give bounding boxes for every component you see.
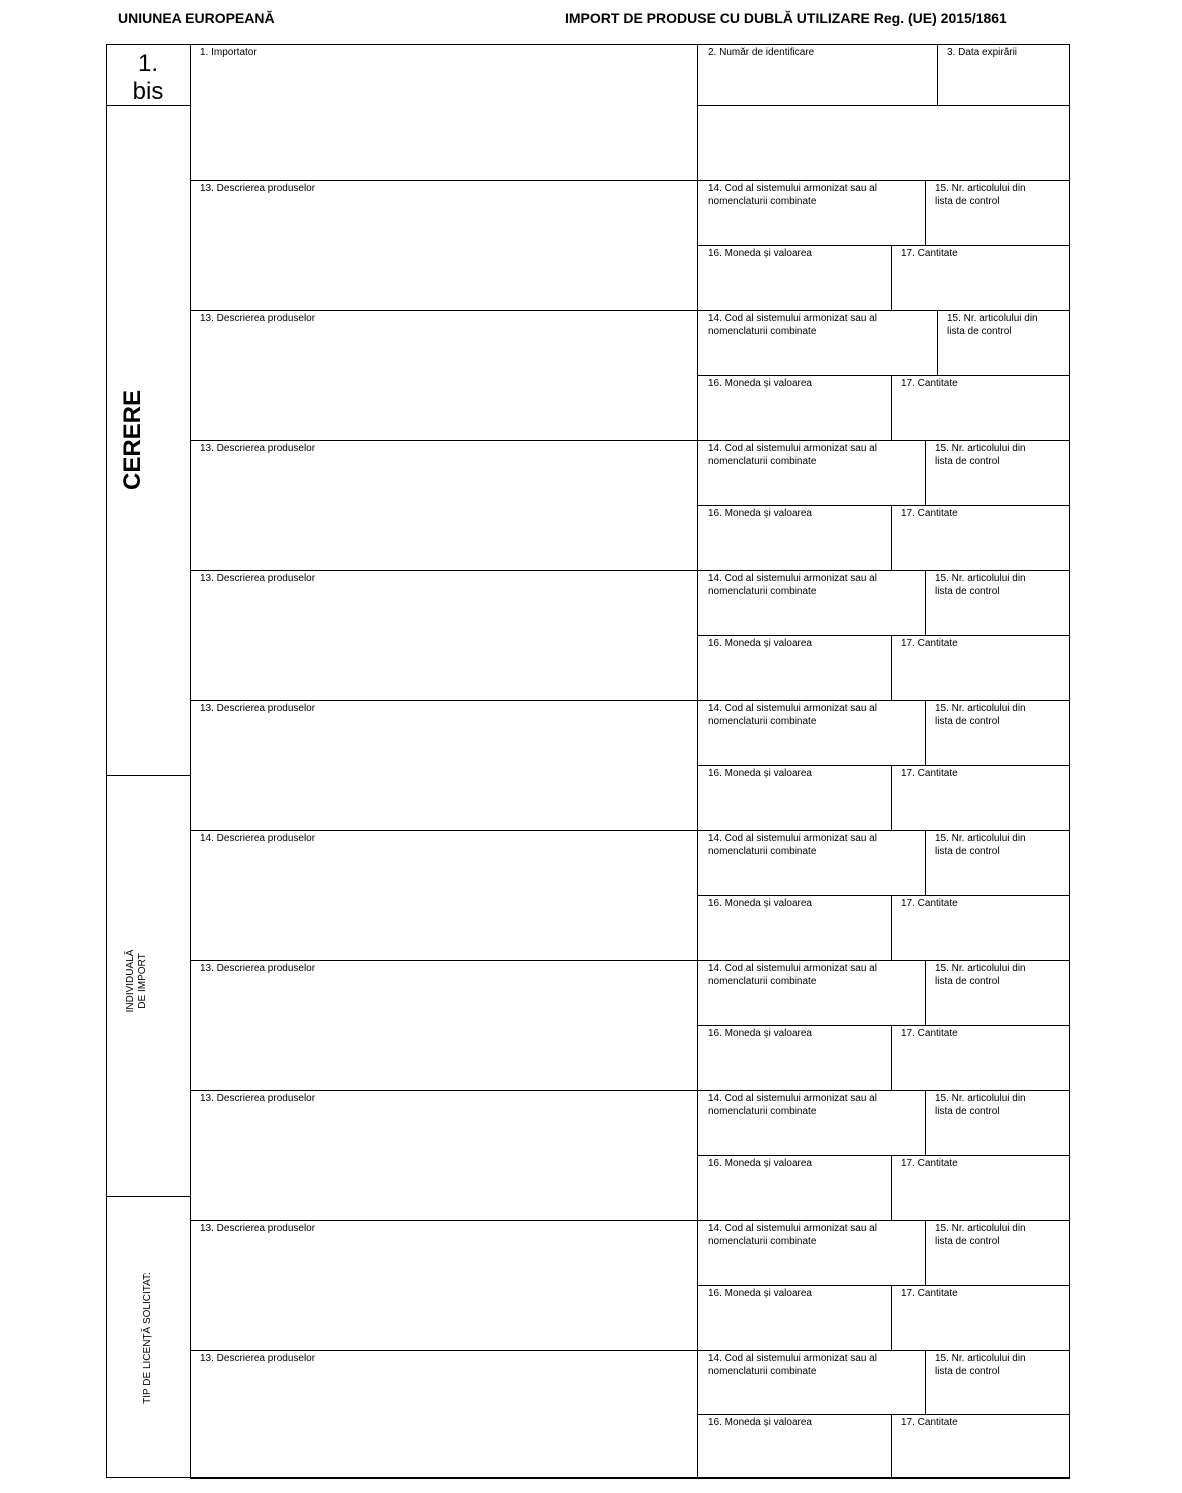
item-list-number-label: 15. Nr. articolului din lista de control <box>935 703 1026 727</box>
importer-field[interactable] <box>190 44 698 181</box>
item-description-field[interactable] <box>190 960 698 1091</box>
importer-label: 1. Importator <box>200 47 257 58</box>
item-list-number-label: 15. Nr. articolului din lista de control <box>935 1223 1026 1247</box>
item-list-number-label: 15. Nr. articolului din lista de control <box>935 1093 1026 1117</box>
item-list-number-label: 15. Nr. articolului din lista de control <box>947 313 1038 337</box>
item-hs-code-label: 14. Cod al sistemului armonizat sau al nomenclaturii combinate <box>708 183 877 207</box>
item-list-number-label: 15. Nr. articolului din lista de control <box>935 443 1026 467</box>
item-currency-value-label: 16. Moneda și valoarea <box>708 1417 812 1428</box>
top-right-empty-cell <box>697 105 1070 181</box>
item-quantity-label: 17. Cantitate <box>901 768 958 779</box>
item-quantity-label: 17. Cantitate <box>901 1158 958 1169</box>
item-currency-value-label: 16. Moneda și valoarea <box>708 1158 812 1169</box>
item-list-number-label: 15. Nr. articolului din lista de control <box>935 183 1026 207</box>
side-separator-2 <box>106 775 191 776</box>
item-description-label: 13. Descrierea produselor <box>200 313 316 324</box>
item-description-label: 13. Descrierea produselor <box>200 703 316 714</box>
item-quantity-label: 17. Cantitate <box>901 1288 958 1299</box>
item-currency-value-label: 16. Moneda și valoarea <box>708 248 812 259</box>
item-description-label: 13. Descrierea produselor <box>200 443 316 454</box>
item-list-number-label: 15. Nr. articolului din lista de control <box>935 833 1026 857</box>
expiry-date-label: 3. Data expirării <box>947 47 1018 58</box>
item-description-field[interactable] <box>190 180 698 311</box>
item-hs-code-label: 14. Cod al sistemului armonizat sau al nomenclaturii combinate <box>708 1353 877 1377</box>
item-currency-value-label: 16. Moneda și valoarea <box>708 768 812 779</box>
item-description-field[interactable] <box>190 310 698 441</box>
item-hs-code-label: 14. Cod al sistemului armonizat sau al nomenclaturii combinate <box>708 1093 877 1117</box>
item-quantity-label: 17. Cantitate <box>901 1417 958 1428</box>
form-number-suffix: bis <box>132 78 164 105</box>
item-description-field[interactable] <box>190 440 698 571</box>
item-hs-code-label: 14. Cod al sistemului armonizat sau al nomenclaturii combinate <box>708 703 877 727</box>
item-currency-value-label: 16. Moneda și valoarea <box>708 898 812 909</box>
item-currency-value-label: 16. Moneda și valoarea <box>708 638 812 649</box>
item-list-number-label: 15. Nr. articolului din lista de control <box>935 1353 1026 1377</box>
item-description-label: 13. Descrierea produselor <box>200 963 316 974</box>
item-description-field[interactable] <box>190 700 698 831</box>
item-currency-value-label: 16. Moneda și valoarea <box>708 508 812 519</box>
item-description-field[interactable] <box>190 1220 698 1351</box>
item-currency-value-label: 16. Moneda și valoarea <box>708 1288 812 1299</box>
item-currency-value-label: 16. Moneda și valoarea <box>708 1028 812 1039</box>
item-description-field[interactable] <box>190 1350 698 1479</box>
item-description-label: 14. Descrierea produselor <box>200 833 316 844</box>
identification-number-label: 2. Număr de identificare <box>708 47 815 58</box>
item-list-number-label: 15. Nr. articolului din lista de control <box>935 963 1026 987</box>
item-currency-value-label: 16. Moneda și valoarea <box>708 378 812 389</box>
item-description-label: 13. Descrierea produselor <box>200 1093 316 1104</box>
item-hs-code-label: 14. Cod al sistemului armonizat sau al nomenclaturii combinate <box>708 963 877 987</box>
item-quantity-label: 17. Cantitate <box>901 638 958 649</box>
item-description-field[interactable] <box>190 830 698 961</box>
item-hs-code-label: 14. Cod al sistemului armonizat sau al nomenclaturii combinate <box>708 443 877 467</box>
item-hs-code-label: 14. Cod al sistemului armonizat sau al nomenclaturii combinate <box>708 313 877 337</box>
side-label-cerere: CERERE <box>119 389 146 491</box>
item-quantity-label: 17. Cantitate <box>901 508 958 519</box>
item-hs-code-label: 14. Cod al sistemului armonizat sau al nomenclaturii combinate <box>708 573 877 597</box>
item-description-label: 13. Descrierea produselor <box>200 183 316 194</box>
side-separator-3 <box>106 1196 191 1197</box>
item-quantity-label: 17. Cantitate <box>901 378 958 389</box>
form-number: 1. <box>137 50 158 77</box>
item-description-label: 13. Descrierea produselor <box>200 1223 316 1234</box>
item-quantity-label: 17. Cantitate <box>901 1028 958 1039</box>
header-left: UNIUNEA EUROPEANĂ <box>118 10 275 26</box>
item-description-label: 13. Descrierea produselor <box>200 1353 316 1364</box>
item-description-field[interactable] <box>190 1090 698 1221</box>
item-quantity-label: 17. Cantitate <box>901 898 958 909</box>
item-description-label: 13. Descrierea produselor <box>200 573 316 584</box>
header-right: IMPORT DE PRODUSE CU DUBLĂ UTILIZARE Reg. (UE) 2015/1861 <box>565 10 1007 26</box>
side-label-tip-licenta: TIP DE LICENȚĂ SOLICITAT: <box>142 1272 153 1404</box>
item-hs-code-label: 14. Cod al sistemului armonizat sau al nomenclaturii combinate <box>708 1223 877 1247</box>
item-description-field[interactable] <box>190 570 698 701</box>
item-hs-code-label: 14. Cod al sistemului armonizat sau al nomenclaturii combinate <box>708 833 877 857</box>
item-quantity-label: 17. Cantitate <box>901 248 958 259</box>
item-list-number-label: 15. Nr. articolului din lista de control <box>935 573 1026 597</box>
side-label-individuala: INDIVIDUALĂ DE IMPORT <box>125 949 148 1013</box>
